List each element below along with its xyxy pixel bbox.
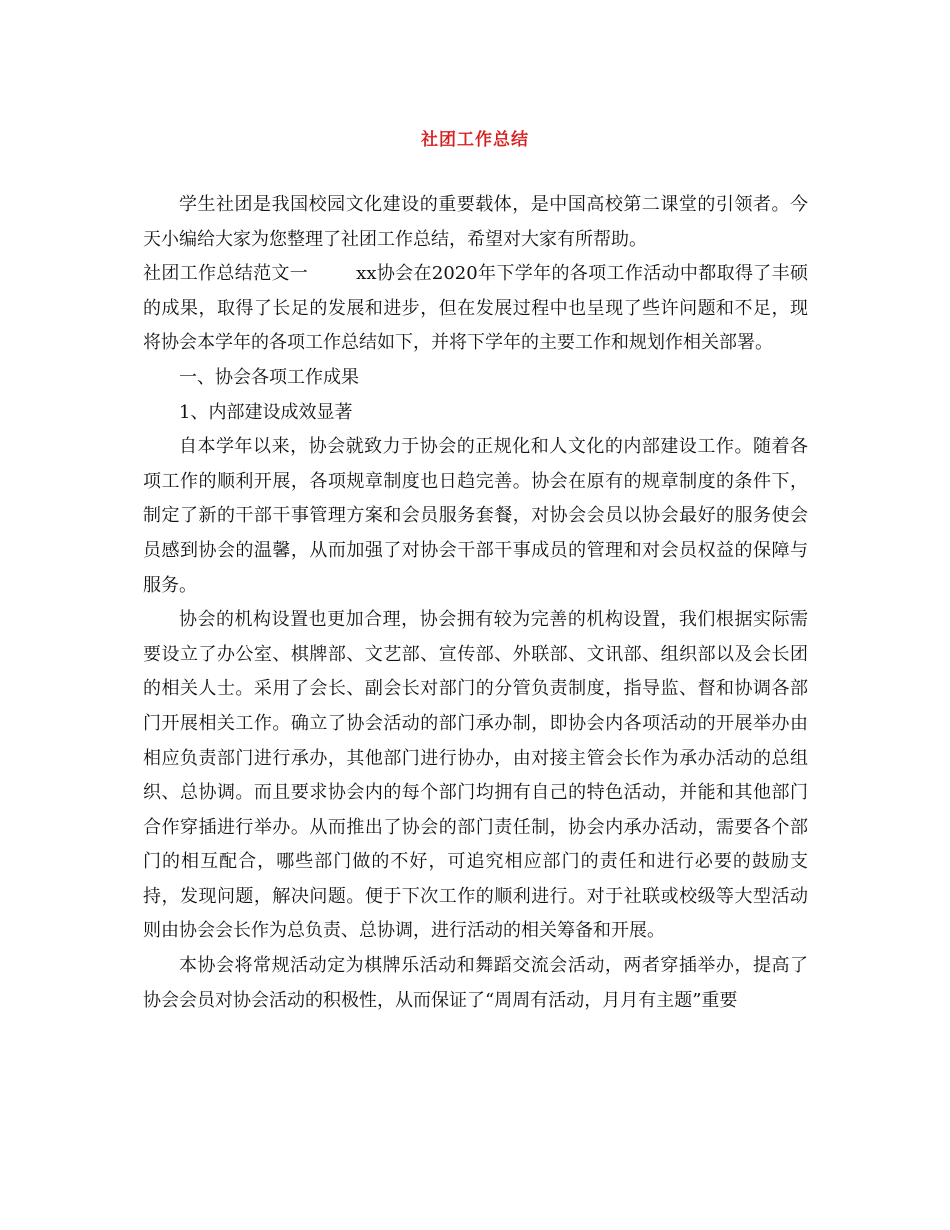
- sample-heading: 社团工作总结范文一: [143, 263, 309, 285]
- subsection-heading: 1、内部建设成效显著: [179, 401, 353, 423]
- document-body: [143, 188, 808, 1018]
- internal-construction-paragraph: 自本学年以来，协会就致力于协会的正规化和人文化的内部建设工作。随着各项工作的顺利开展，各项规章制度也日趋完善。协会在原有的规章制度的条件下，制定了新的干部干事管理方案和会员服务套餐，对协会会员以协会最好的服务使会员感到协会的温馨，从而加强了对协会干部干事成员的管理和对会员权益的保障与服务。: [143, 436, 808, 596]
- intro-paragraph: 学生社团是我国校园文化建设的重要载体，是中国高校第二课堂的引领者。今天小编给大家为您整理了社团工作总结，希望对大家有所帮助。: [143, 194, 808, 250]
- section-heading: 一、协会各项工作成果: [179, 366, 359, 388]
- organization-paragraph: 协会的机构设置也更加合理，协会拥有较为完善的机构设置，我们根据实际需要设立了办公室、棋牌部、文艺部、宣传部、外联部、文讯部、组织部以及会长团的相关人士。采用了会长、副会长对部门的分管负责制度，指导监、督和协调各部门开展相关工作。确立了协会活动的部门承办制，即协会内各项活动的开展举办由相应负责部门进行承办，其他部门进行协办，由对接主管会长作为承办活动的总组织、总协调。而且要求协会内的每个部门均拥有自己的特色活动，并能和其他部门合作穿插进行举办。从而推出了协会的部门责任制，协会内承办活动，需要各个部门的相互配合，哪些部门做的不好，可追究相应部门的责任和进行必要的鼓励支持，发现问题，解决问题。便于下次工作的顺利进行。对于社联或校级等大型活动则由协会会长作为总负责、总协调，进行活动的相关筹备和开展。: [143, 609, 808, 942]
- document-title: 社团工作总结: [421, 130, 529, 150]
- activities-paragraph: 本协会将常规活动定为棋牌乐活动和舞蹈交流会活动，两者穿插举办，提高了协会会员对协会活动的积极性，从而保证了“周周有活动，月月有主题”重要: [143, 955, 808, 1011]
- sample-paragraph-text: xx协会在2020年下学年的各项工作活动中都取得了丰硕的成果，取得了长足的发展和进步，但在发展过程中也呈现了些许问题和不足，现将协会本学年的各项工作总结如下，并将下学年的主要工作和规划作相关部署。: [143, 263, 809, 354]
- sample-paragraph: [143, 257, 808, 361]
